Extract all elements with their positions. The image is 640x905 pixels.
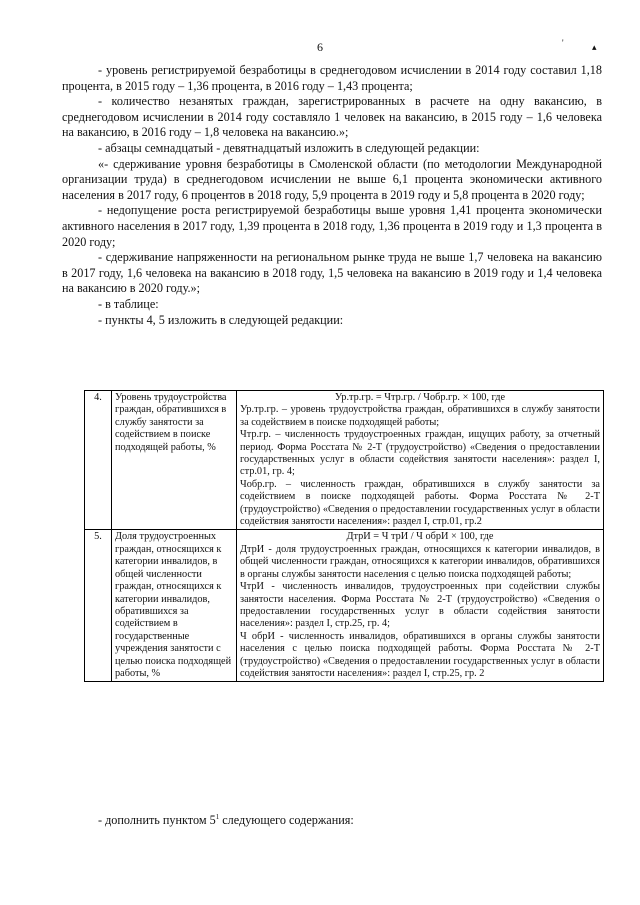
indicator-name: Доля трудоустроенных граждан, относящихся к категории инвалидов, в общей численности граждан, относящихся к категории инвалидов, обратившихся за содействием в государственные учреждения занятости с целью поиска подходящей работы, % [112,530,237,682]
description-line: Ур.тр.гр. – уровень трудоустройства граждан, обратившихся в службу занятости за содействием в поиске подходящей работы; [240,404,600,428]
paragraph-items-4-5: - пункты 4, 5 изложить в следующей редакции: [98,312,344,327]
row-number: 4. [85,391,112,530]
paragraph-unemployment-registered: - уровень регистрируемой безработицы в среднегодовом исчислении в 2014 году составил 1,18 процента, в 2015 году – 1,36 процента, в 2016 году – 1,43 процента; [62,63,602,93]
description-line: Ч обрИ - численность инвалидов, обратившихся в органы службы занятости населения с целью поиска подходящей работы. Форма Росстата № 2-Т (трудоустройство) «Сведения о предоставлении государственных услуг в области содействия занятости населения»: раздел I, стр.25, гр. 2 [240,630,600,679]
indicator-formula: ДтрИ = Ч трИ / Ч обрИ × 100, где [346,531,494,543]
paragraph-in-table: - в таблице: [98,296,159,311]
row-number: 5. [85,530,112,682]
indicator-description [237,530,604,682]
after-table-prefix: - дополнить пунктом 5 [98,813,216,828]
indicators-table [84,390,604,682]
description-line: Чобр.гр. – численность граждан, обратившихся в службу занятости за содействием в поиске подходящей работы. Форма Росстата № 2-Т (трудоустройство) «Сведения о предоставлении государственных услуг в области содействия занятости населения»: раздел I, стр.01, гр.2 [240,478,600,528]
page-number: 6 [317,40,323,54]
corner-mark: ▴ [592,42,597,52]
indicator-name: Уровень трудоустройства граждан, обратившихся в службу занятости за содействием в поиске подходящей работы, % [112,391,237,530]
paragraph-registered-unemployment-limit: - недопущение роста регистрируемой безработицы выше уровня 1,41 процента экономически активного населения в 2017 году, 1,39 процента в 2018 году, 1,36 процента в 2019 году и 1,3 процента в 2020 году; [62,203,602,249]
paragraph-labor-market-tension: - сдерживание напряженности на региональном рынке труда не выше 1,7 человека на вакансию в 2017 году, 1,6 человека на вакансию в 2018 году, 1,5 человека на вакансию в 2019 году и 1,4 человека на вакансию в 2020 году.»; [62,250,602,296]
corner-mark: ' [562,38,564,48]
body-text [62,63,602,328]
table-row [85,530,604,682]
item-superscript: 1 [215,813,220,821]
after-table-suffix: следующего содержания: [219,813,354,828]
paragraph-ilo-unemployment: «- сдерживание уровня безработицы в Смоленской области (по методологии Международной организации труда) в среднегодовом исчислении не выше 6,1 процента экономически активного населения в 2017 году, 6 процентов в 2018 году, 5,9 процента в 2019 году и 5,8 процента в 2020 году; [62,156,602,202]
paragraph-unemployed-per-vacancy: - количество незанятых граждан, зарегистрированных в расчете на одну вакансию, в среднегодовом исчислении в 2014 году составляло 1 человек на вакансию, в 2015 году – 1,6 человека на вакансию, в 2016 году – 1,8 человека на вакансию.»; [62,94,602,140]
description-line: ЧтрИ - численность инвалидов, трудоустроенных при содействии службы занятости населения. Форма Росстата № 2-Т (трудоустройство) «Сведения о предоставлении государственных услуг в области содействия занятости населения»: раздел I, стр.25, гр. 4; [240,581,600,630]
paragraph-amendment-intro: - абзацы семнадцатый - девятнадцатый изложить в следующей редакции: [98,140,480,155]
description-line: ДтрИ - доля трудоустроенных граждан, относящихся к категории инвалидов, в общей численности граждан, относящихся к категории инвалидов, обратившихся в органы службы занятости населения с целью поиска подходящей работы; [240,543,600,580]
after-table-paragraph [98,810,354,828]
indicator-formula: Ур.тр.гр. = Чтр.гр. / Чобр.гр. × 100, где [334,392,506,403]
indicator-description [237,391,604,530]
table-row [85,391,604,530]
description-line: Чтр.гр. – численность трудоустроенных граждан, ищущих работу, за отчетный период. Форма Росстата № 2-Т (трудоустройство) «Сведения о предоставлении государственных услуг в области содействия занятости населения»: раздел I, стр.01, гр. 4; [240,429,600,478]
